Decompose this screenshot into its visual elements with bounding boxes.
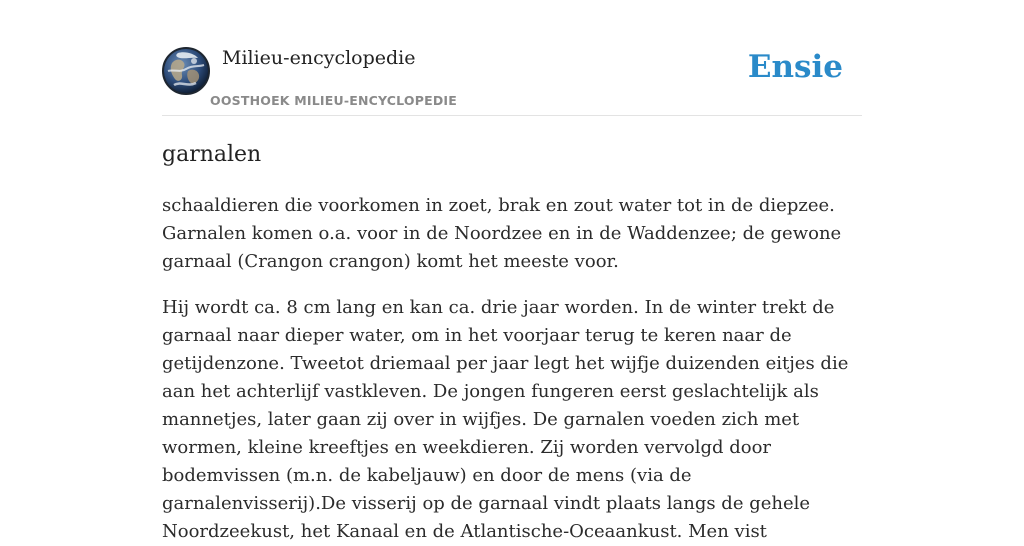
article-title: garnalen: [162, 142, 262, 167]
site-header: [162, 46, 862, 116]
site-subtitle[interactable]: OOSTHOEK MILIEU-ENCYCLOPEDIE: [210, 93, 457, 108]
article-paragraph: Hij wordt ca. 8 cm lang en kan ca. drie jaar worden. In de winter trekt de garnaal naar dieper water, om in het voorjaar terug te keren naar de getijdenzone. Tweetot driemaal per jaar legt het wijfje duizenden eitjes die aan het achterlijf vastkleven. De jongen fungeren eerst geslachtelijk als mannetjes, later gaan zij over in wijfjes. De garnalen voeden zich met wormen, kleine kreeftjes en weekdieren. Zij worden vervolgd door bodemvissen (m.n. de kabeljauw) en door de mens (via de garnalenvisserij).De visserij op de garnaal vindt plaats langs de gehele Noordzeekust, het Kanaal en de Atlantische-Oceaankust. Men vist: [162, 297, 849, 542]
site-title[interactable]: Milieu-encyclopedie: [222, 47, 416, 69]
ensie-brand-link[interactable]: Ensie: [747, 49, 843, 85]
article: [162, 138, 862, 546]
article-body: [162, 192, 862, 546]
article-paragraph: schaaldieren die voorkomen in zoet, brak en zout water tot in de diepzee. Garnalen komen o.a. voor in de Noordzee en in de Waddenzee; de gewone garnaal (Crangon crangon) komt het meeste voor.: [162, 195, 842, 272]
earth-globe-icon[interactable]: [162, 47, 210, 95]
